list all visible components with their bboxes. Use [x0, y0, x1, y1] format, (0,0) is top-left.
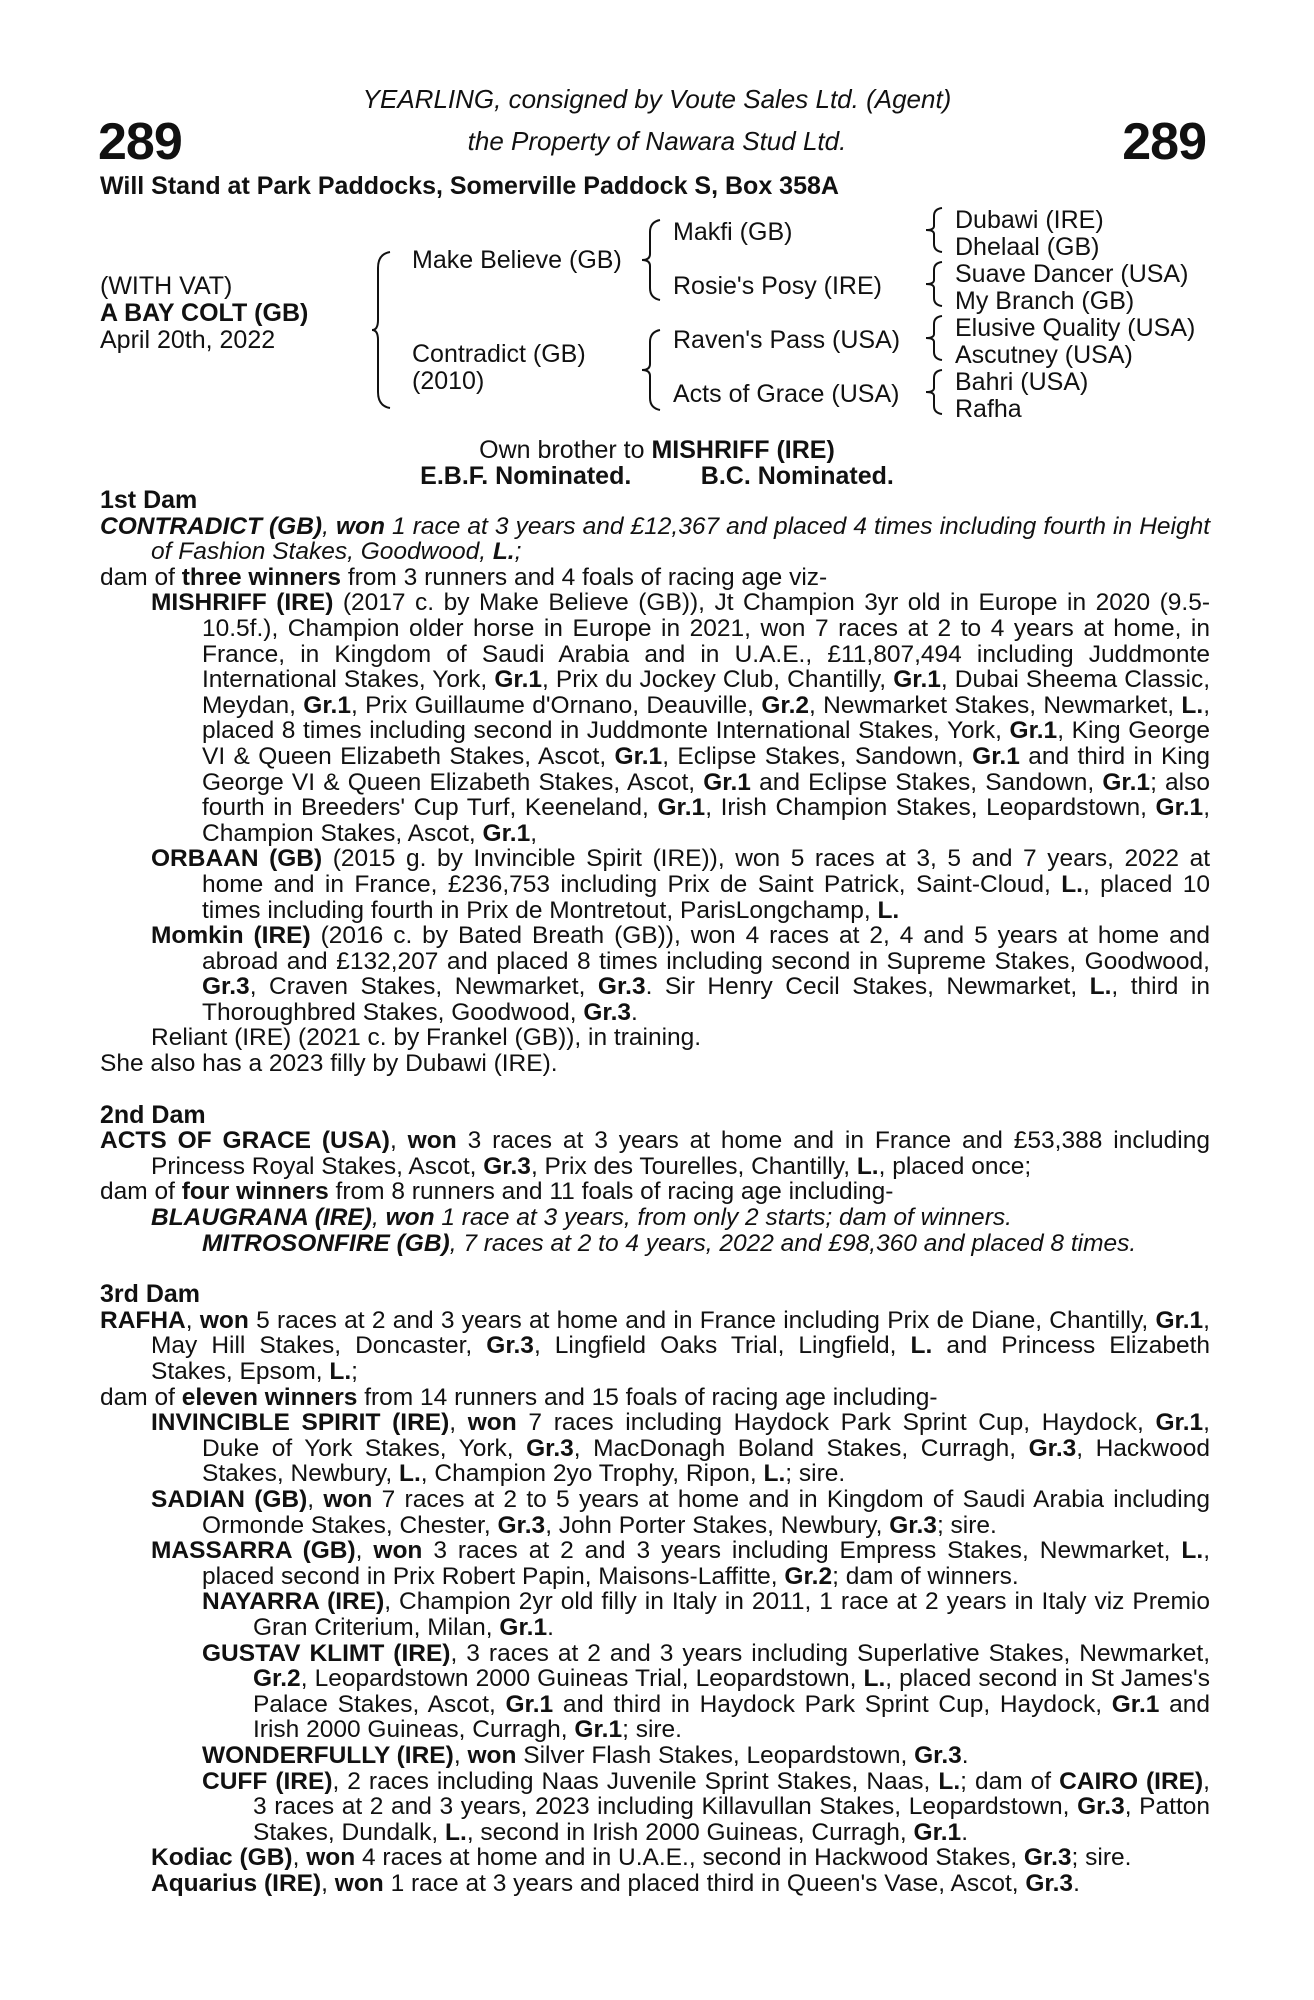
dam1-heading: 1st Dam — [100, 486, 198, 514]
dam: Contradict (GB) — [412, 340, 586, 368]
pedigree-brace-main — [370, 250, 394, 410]
dss: Elusive Quality (USA) — [955, 314, 1196, 342]
produce-blaugrana: BLAUGRANA (IRE), won 1 race at 3 years, from only 2 starts; dam of winners. — [151, 1204, 1012, 1232]
ddd: Rafha — [955, 395, 1022, 423]
produce-sadian: SADIAN (GB), won 7 races at 2 to 5 years at home and in Kingdom of Saudi Arabia including Ormonde Stakes, Chester, Gr.3, John Porter Stakes, Newbury, Gr.3; sire. — [151, 1485, 1210, 1539]
pedigree-brace-dam — [640, 328, 664, 412]
produce-momkin: Momkin (IRE) (2016 c. by Bated Breath (GB)), won 4 races at 2, 4 and 5 years at home and abroad and £132,207 and placed 8 times including second in Supreme Stakes, Goodwood, Gr.3, Craven Stakes, Newmarket, Gr.3. Sir Henry Cecil Stakes, Newmarket, L., third in Thoroughbred Stakes, Goodwood, Gr.3. — [151, 922, 1210, 1026]
sire-sire: Makfi (GB) — [673, 218, 793, 246]
dam2-record: ACTS OF GRACE (USA), won 3 races at 3 years at home and in France and £53,388 including Princess Royal Stakes, Ascot, Gr.3, Prix des Tourelles, Chantilly, L., placed once; — [100, 1127, 1210, 1180]
produce-wonderfully: WONDERFULLY (IRE), won Silver Flash Stakes, Leopardstown, Gr.3. — [202, 1741, 969, 1769]
stand-location: Will Stand at Park Paddocks, Somerville Paddock S, Box 358A — [100, 172, 839, 200]
property-line: the Property of Nawara Stud Ltd. — [467, 126, 847, 156]
dam3-record: RAFHA, won 5 races at 2 and 3 years at home and in France including Prix de Diane, Chantilly, Gr.1, May Hill Stakes, Doncaster, Gr.3, Lingfield Oaks Trial, Lingfield, L. and Princess Elizabeth Stakes, Epsom, L.; — [100, 1306, 1211, 1385]
dam-year: (2010) — [412, 367, 485, 395]
produce-nayarra: NAYARRA (IRE), Champion 2yr old filly in Italy in 2011, 1 race at 2 years in Italy viz Premio Gran Criterium, Milan, Gr.1. — [202, 1588, 1210, 1641]
dam2-produce-summary: dam of four winners from 8 runners and 11 foals of racing age including- — [100, 1178, 894, 1206]
sire-dam: Rosie's Posy (IRE) — [673, 272, 882, 300]
sire: Make Believe (GB) — [412, 246, 622, 274]
produce-mitrosonfire: MITROSONFIRE (GB), 7 races at 2 to 4 years, 2022 and £98,360 and placed 8 times. — [202, 1229, 1137, 1257]
lot-number-right: 289 — [1122, 113, 1206, 171]
ssd: Dhelaal (GB) — [955, 233, 1100, 261]
produce-mishriff: MISHRIFF (IRE) (2017 c. by Make Believe (GB)), Jt Champion 3yr old in Europe in 2020 (9.5-10.5f.), Champion older horse in Europe in 2021, won 7 races at 2 to 4 years at home, in France, in Kingdom of Saudi Arabia and in U.A.E., £11,807,494 including Juddmonte International Stakes, York, Gr.1, Prix du Jockey Club, Chantilly, Gr.1, Dubai Sheema Classic, Meydan, Gr.1, Prix Guillaume d'Ornano, Deauville, Gr.2, Newmarket Stakes, Newmarket, L., placed 8 times including second in Juddmonte International Stakes, York, Gr.1, King George VI & Queen Elizabeth Stakes, Ascot, Gr.1, Eclipse Stakes, Sandown, Gr.1 and third in King George VI & Queen Elizabeth Stakes, Ascot, Gr.1 and Eclipse Stakes, Sandown, Gr.1; also fourth in Breeders' Cup Turf, Keeneland, Gr.1, Irish Champion Stakes, Leopardstown, Gr.1, Champion Stakes, Ascot, Gr.1, — [151, 589, 1211, 847]
dam1-record: CONTRADICT (GB), won 1 race at 3 years and £12,367 and placed 4 times including fourth in Height of Fashion Stakes, Goodwood, L.; — [100, 512, 1211, 566]
dam2-heading: 2nd Dam — [100, 1100, 206, 1129]
dsd: Ascutney (USA) — [955, 341, 1133, 369]
dam-dam: Acts of Grace (USA) — [673, 380, 900, 408]
produce-invincible-spirit: INVINCIBLE SPIRIT (IRE), won 7 races including Haydock Park Sprint Cup, Haydock, Gr.1, Duke of York Stakes, York, Gr.3, MacDonagh Boland Stakes, Curragh, Gr.3, Hackwood Stakes, Newbury, L., Champion 2yo Trophy, Ripon, L.; sire. — [151, 1409, 1210, 1488]
catalogue-body — [100, 488, 1210, 1896]
lot-number-left: 289 — [98, 113, 182, 171]
pedigree-brace-g4 — [924, 368, 944, 416]
pedigree-brace-g3 — [924, 314, 944, 362]
dds: Bahri (USA) — [955, 368, 1089, 396]
dam3-produce-summary: dam of eleven winners from 14 runners and 15 foals of racing age including- — [100, 1383, 938, 1411]
dam3-heading: 3rd Dam — [100, 1280, 201, 1309]
horse-name: A BAY COLT (GB) — [100, 299, 309, 327]
produce-reliant: Reliant (IRE) (2021 c. by Frankel (GB)), in training. — [151, 1024, 702, 1052]
produce-gustav-klimt: GUSTAV KLIMT (IRE), 3 races at 2 and 3 years including Superlative Stakes, Newmarket, Gr.2, Leopardstown 2000 Guineas Trial, Leopardstown, L., placed second in St James's Palace Stakes, Ascot, Gr.1 and third in Haydock Park Sprint Cup, Haydock, Gr.1 and Irish 2000 Guineas, Curragh, Gr.1; sire. — [202, 1639, 1210, 1744]
sds: Suave Dancer (USA) — [955, 260, 1189, 288]
dam1-later-foal: She also has a 2023 filly by Dubawi (IRE). — [100, 1050, 558, 1078]
produce-orbaan: ORBAAN (GB) (2015 g. by Invincible Spirit (IRE)), won 5 races at 3, 5 and 7 years, 2022 at home and in France, £236,753 including Prix de Saint Patrick, Saint-Cloud, L., placed 10 times including fourth in Prix de Montretout, ParisLongchamp, L. — [151, 845, 1210, 924]
vat-note: (WITH VAT) — [100, 272, 233, 300]
consignor-line: YEARLING, consigned by Voute Sales Ltd. (Agent) — [362, 84, 952, 114]
pedigree-brace-g1 — [924, 206, 944, 254]
own-brother-note: Own brother to MISHRIFF (IRE) — [479, 436, 835, 464]
sdd: My Branch (GB) — [955, 287, 1135, 315]
produce-cuff: CUFF (IRE), 2 races including Naas Juvenile Sprint Stakes, Naas, L.; dam of CAIRO (IRE), 3 races at 2 and 3 years, 2023 including Killavullan Stakes, Leopardstown, Gr.3, Patton Stakes, Dundalk, L., second in Irish 2000 Guineas, Curragh, Gr.1. — [202, 1767, 1210, 1846]
produce-kodiac: Kodiac (GB), won 4 races at home and in U.A.E., second in Hackwood Stakes, Gr.3; sire. — [151, 1844, 1132, 1872]
pedigree-brace-g2 — [924, 260, 944, 308]
nominations: E.B.F. Nominated. B.C. Nominated. — [420, 462, 894, 490]
pedigree-brace-sire — [640, 218, 664, 302]
foaling-date: April 20th, 2022 — [100, 326, 276, 354]
produce-massarra: MASSARRA (GB), won 3 races at 2 and 3 years including Empress Stakes, Newmarket, L., placed second in Prix Robert Papin, Maisons-Laffitte, Gr.2; dam of winners. — [151, 1537, 1210, 1590]
produce-aquarius: Aquarius (IRE), won 1 race at 3 years and placed third in Queen's Vase, Ascot, Gr.3. — [151, 1869, 1080, 1897]
sss: Dubawi (IRE) — [955, 206, 1104, 234]
dam1-produce-summary: dam of three winners from 3 runners and 4 foals of racing age viz- — [100, 563, 828, 591]
dam-sire: Raven's Pass (USA) — [673, 326, 901, 354]
